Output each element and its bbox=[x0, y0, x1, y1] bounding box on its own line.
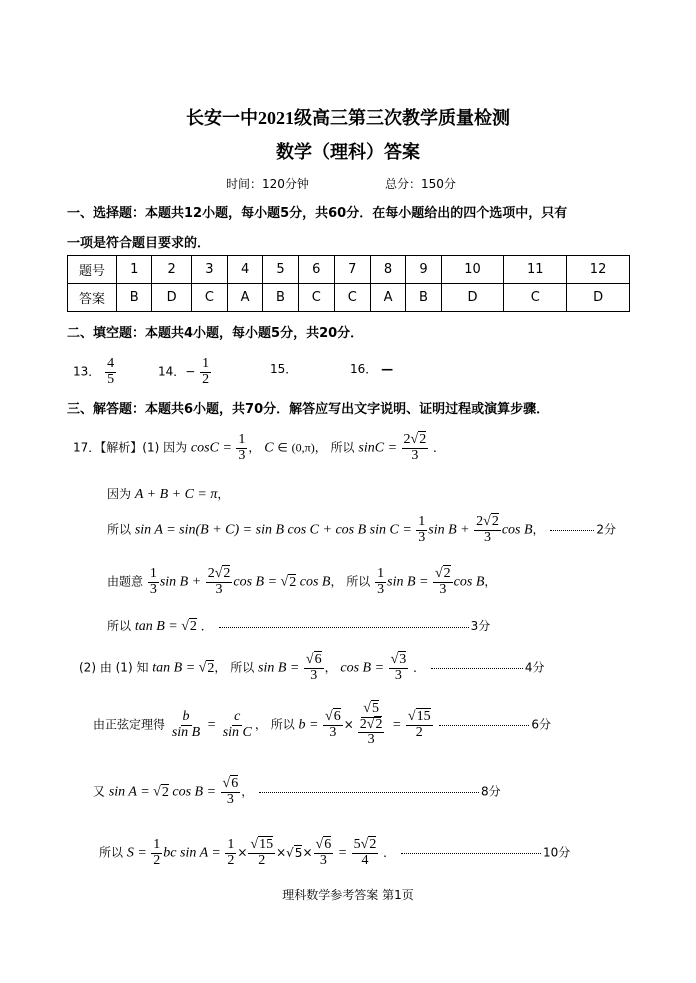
q17-line2: 因为 A + B + C = π， bbox=[107, 487, 230, 502]
score-6: 6分 bbox=[531, 717, 552, 732]
table-cell: C bbox=[191, 284, 227, 312]
section1-heading-line1: 一、选择题：本题共12小题，每小题5分，共60分．在每小题给出的四个选项中，只有 bbox=[67, 206, 568, 221]
table-cell: B bbox=[263, 284, 298, 312]
page-title: 长安一中2021级高三第三次教学质量检测 bbox=[186, 108, 510, 128]
exam-total-score: 总分：150分 bbox=[385, 177, 456, 191]
q17-line4: 由题意 $\frac{1}{3}$ sin B + $\frac{2√2}{3}$ cos B = √2 cos B， 所以 $\frac{1}{3}$ sin B = $\frac{√2}{3}$ cos B， bbox=[107, 566, 497, 597]
answer-15-label: 15． bbox=[270, 362, 298, 376]
answer-13-label: 13． bbox=[73, 364, 101, 379]
table-cell: 4 bbox=[227, 256, 262, 284]
q17-part2-line4: 所以 S = $\frac{1}{2}$ bc sin A = $\frac{1}{2}$ × $\frac{√15}{2}$ ×√5× $\frac{√6}{3}$ = $\frac{5√2}{4}$ ． 10分 bbox=[99, 837, 571, 868]
also-label: 又 bbox=[93, 784, 106, 799]
formula-fraction: $\frac{1}{3}$ bbox=[238, 432, 246, 463]
page-footer: 理科数学参考答案 第1页 bbox=[282, 888, 414, 902]
score-3: 3分 bbox=[470, 619, 491, 633]
q17-part2-line1: (2) 由 (1) 知 tan B = √2， 所以 sin B = $\frac{√6}{3}$ ， cos B = $\frac{√3}{3}$ ． 4分 bbox=[79, 652, 545, 683]
q17-part2-line2: 由正弦定理得 $\frac{b}{\text{sin B}}$ = $\frac{c}{\text{sin C}}$ ， 所以 b = $\frac{√6}{3}$ × $\frac{√5}{\frac{2√2}{3}}$ = $\frac{√15}{2}$ 6分 bbox=[93, 701, 552, 748]
formula-fraction: $\frac{2√2}{3}$ bbox=[403, 432, 427, 463]
table-cell: 6 bbox=[298, 256, 334, 284]
answer-14-label: 14．− bbox=[158, 364, 196, 379]
table-cell: 7 bbox=[334, 256, 370, 284]
table-cell: 1 bbox=[117, 256, 152, 284]
law-of-sines-label: 由正弦定理得 bbox=[93, 717, 166, 732]
answer-13 bbox=[73, 357, 117, 387]
table-cell: B bbox=[406, 284, 441, 312]
answer-16-label: 16． bbox=[350, 362, 378, 376]
table-header-cell: 答案 bbox=[68, 284, 117, 312]
table-cell: 11 bbox=[504, 256, 567, 284]
section1-heading-line2: 一项是符合题目要求的． bbox=[67, 236, 211, 251]
table-cell: A bbox=[370, 284, 405, 312]
page-subtitle: 数学（理科）答案 bbox=[276, 142, 420, 163]
q17-part2-prefix: (2) 由 (1) 知 bbox=[79, 660, 149, 675]
answer-14-fraction: $\frac{1}{2}$ bbox=[202, 356, 210, 387]
table-cell: C bbox=[298, 284, 334, 312]
table-cell: 8 bbox=[370, 256, 405, 284]
table-cell: C bbox=[334, 284, 370, 312]
score-8: 8分 bbox=[481, 784, 501, 799]
table-cell: C bbox=[504, 284, 567, 312]
q17-intro: 17．【解析】(1) 因为 bbox=[73, 440, 188, 455]
table-cell: 10 bbox=[441, 256, 504, 284]
q17-because-label: 因为 bbox=[107, 487, 132, 501]
answer-13-fraction: $\frac{4}{5}$ bbox=[107, 356, 115, 387]
score-4: 4分 bbox=[524, 660, 545, 675]
table-cell: D bbox=[441, 284, 504, 312]
table-cell: 2 bbox=[152, 256, 191, 284]
table-cell: D bbox=[567, 284, 630, 312]
exam-time: 时间：120分钟 bbox=[226, 177, 309, 191]
table-cell: 9 bbox=[406, 256, 441, 284]
answer-16-value: — bbox=[381, 362, 394, 376]
table-cell: 5 bbox=[263, 256, 298, 284]
q17-part2-line3: 又 sin A = √2 cos B = $\frac{√6}{3}$ ， 8分 bbox=[93, 776, 501, 807]
table-cell: B bbox=[117, 284, 152, 312]
q17-line5: 所以 tan B = √2 ． 3分 bbox=[107, 619, 491, 634]
table-cell: A bbox=[227, 284, 262, 312]
q17-from-label: 由题意 bbox=[107, 574, 144, 589]
section3-heading: 三、解答题：本题共6小题，共70分．解答应写出文字说明、证明过程或演算步骤． bbox=[67, 402, 550, 417]
table-row-answers bbox=[68, 284, 630, 312]
answer-14 bbox=[158, 357, 212, 387]
score-2: 2分 bbox=[596, 522, 617, 537]
table-header-cell: 题号 bbox=[68, 256, 117, 284]
section2-heading: 二、填空题：本题共4小题，每小题5分，共20分． bbox=[67, 326, 364, 341]
answer-table bbox=[67, 255, 630, 312]
table-cell: D bbox=[152, 284, 191, 312]
q17-line3: 所以 sin A = sin(B + C) = sin B cos C + cos B sin C = $\frac{1}{3}$ sin B + $\frac{2√2}{3}$ cos B， 2分 bbox=[107, 514, 617, 545]
q17-so-label: 所以 bbox=[330, 440, 355, 455]
score-10: 10分 bbox=[542, 845, 571, 860]
table-row-numbers bbox=[68, 256, 630, 284]
answer-16 bbox=[350, 360, 393, 377]
table-cell: 3 bbox=[191, 256, 227, 284]
q17-line1: 17．【解析】(1) 因为 cosC = $\frac{1}{3}$ ， C ∈ (0,π)， 所以 sinC = $\frac{2√2}{3}$ ． bbox=[73, 432, 446, 463]
table-cell: 12 bbox=[567, 256, 630, 284]
